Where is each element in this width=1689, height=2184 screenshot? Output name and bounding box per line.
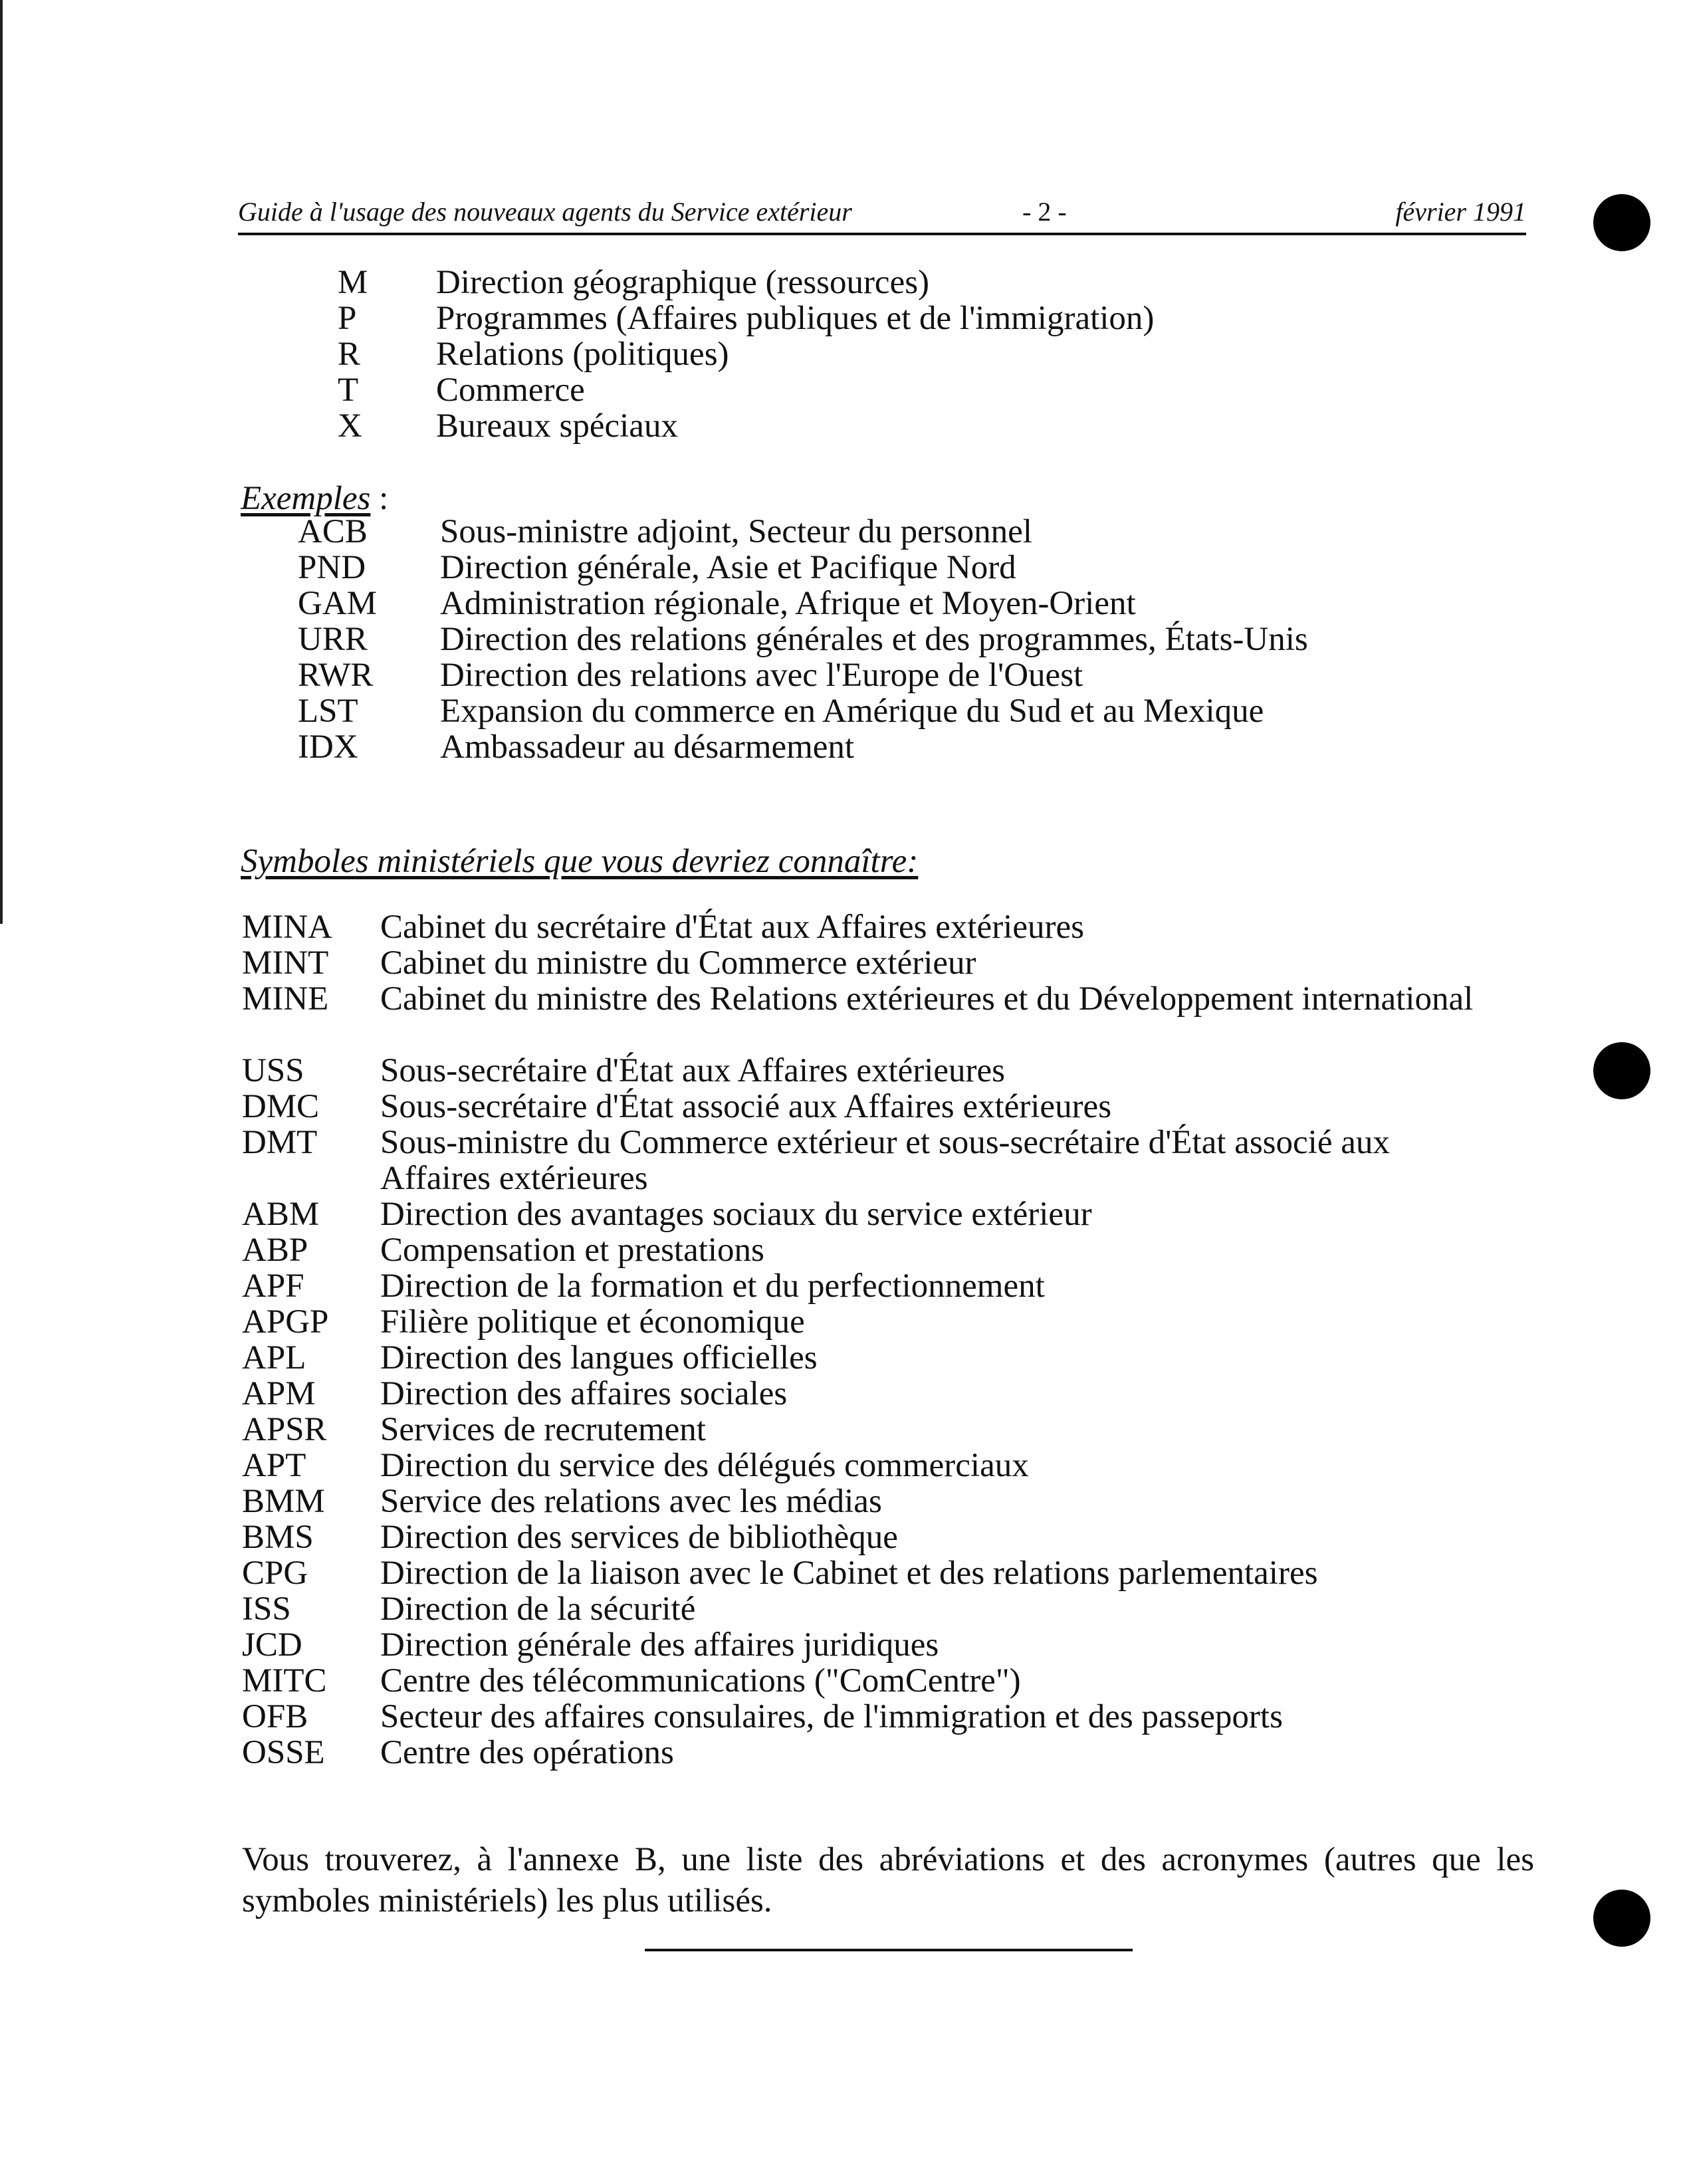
- symbol-description: Direction géographique (ressources): [436, 264, 930, 301]
- symbol-description: Direction de la formation et du perfectionnement: [380, 1267, 1045, 1305]
- symbol-code: R: [338, 336, 361, 373]
- symbol-code: OFB: [242, 1698, 308, 1735]
- symbol-description: Direction des langues officielles: [380, 1339, 818, 1376]
- examples-heading-label: Exemples: [241, 480, 371, 517]
- header-date: février 1991: [1395, 197, 1526, 227]
- symbol-description: Sous-ministre du Commerce extérieur et sous-secrétaire d'État associé aux Affaires extérieures: [380, 1124, 1390, 1197]
- symbol-code: OSSE: [242, 1734, 325, 1771]
- closing-paragraph: Vous trouverez, à l'annexe B, une liste des abréviations et des acronymes (autres que les symboles ministériels) les plus utilisés.: [242, 1841, 1534, 1919]
- symbol-description: Direction des affaires sociales: [380, 1375, 788, 1412]
- symbol-description: Sous-ministre adjoint, Secteur du personnel: [440, 513, 1032, 550]
- symbol-description: Direction des relations avec l'Europe de l'Ouest: [440, 657, 1083, 694]
- symbol-description: Direction des relations générales et des programmes, États-Unis: [440, 621, 1308, 658]
- symbol-code: APT: [242, 1447, 306, 1484]
- symbol-code: GAM: [298, 585, 378, 622]
- symbol-code: ABP: [242, 1232, 308, 1269]
- page-edge: [0, 0, 3, 924]
- examples-heading: [241, 479, 388, 518]
- symbol-description: Centre des télécommunications ("ComCentre"): [380, 1662, 1021, 1699]
- symbol-code: RWR: [298, 657, 374, 694]
- header-title: Guide à l'usage des nouveaux agents du Service extérieur: [238, 197, 852, 227]
- symbol-code: DMT: [242, 1124, 318, 1161]
- symbol-code: ISS: [242, 1590, 291, 1628]
- symbol-description: Administration régionale, Afrique et Moyen-Orient: [440, 585, 1136, 622]
- symbol-description: Centre des opérations: [380, 1734, 674, 1771]
- symbol-code: MINA: [242, 909, 332, 946]
- symbol-description: Direction de la liaison avec le Cabinet et des relations parlementaires: [380, 1555, 1318, 1592]
- symbol-code: APM: [242, 1375, 316, 1412]
- punch-hole: [1593, 1042, 1650, 1099]
- symbol-description: Programmes (Affaires publiques et de l'immigration): [436, 300, 1155, 337]
- symbol-description: Filière politique et économique: [380, 1303, 805, 1341]
- symbol-description: Direction générale des affaires juridiques: [380, 1626, 939, 1664]
- symbol-description: Services de recrutement: [380, 1411, 706, 1448]
- symbol-description: Compensation et prestations: [380, 1232, 764, 1269]
- symbol-code: ABM: [242, 1196, 320, 1233]
- page-number: - 2 -: [1022, 197, 1067, 227]
- symbol-code: APL: [242, 1339, 306, 1376]
- symbol-code: PND: [298, 549, 366, 586]
- symbol-description: Direction générale, Asie et Pacifique Nord: [440, 549, 1016, 586]
- running-header: [238, 191, 1526, 235]
- symbol-code: DMC: [242, 1088, 320, 1125]
- symbol-code: JCD: [242, 1626, 302, 1664]
- symbol-description: Ambassadeur au désarmement: [440, 728, 855, 766]
- symbol-code: APF: [242, 1267, 304, 1305]
- symbol-code: X: [338, 407, 362, 445]
- punch-hole: [1593, 194, 1650, 251]
- symbol-description: Bureaux spéciaux: [436, 407, 678, 445]
- symbol-description: Cabinet du ministre du Commerce extérieur: [380, 944, 976, 982]
- symbol-description: Sous-secrétaire d'État aux Affaires extérieures: [380, 1052, 1006, 1089]
- symbol-code: MINE: [242, 980, 329, 1018]
- symbol-description: Service des relations avec les médias: [380, 1483, 882, 1520]
- symbol-code: MITC: [242, 1662, 327, 1699]
- symbol-code: USS: [242, 1052, 304, 1089]
- symbol-code: BMS: [242, 1519, 314, 1556]
- symbol-code: T: [338, 372, 359, 409]
- symbol-description: Cabinet du secrétaire d'État aux Affaires extérieures: [380, 909, 1084, 946]
- symbol-description: Commerce: [436, 372, 585, 409]
- symbol-code: P: [338, 300, 357, 337]
- symbol-description: Sous-secrétaire d'État associé aux Affaires extérieures: [380, 1088, 1112, 1125]
- symbol-description: Expansion du commerce en Amérique du Sud et au Mexique: [440, 693, 1264, 730]
- symbol-description: Cabinet du ministre des Relations extérieures et du Développement international: [380, 980, 1474, 1018]
- symbol-code: BMM: [242, 1483, 325, 1520]
- examples-heading-colon: :: [370, 480, 389, 517]
- symbols-heading: Symboles ministériels que vous devriez connaître:: [241, 843, 919, 880]
- symbol-description: Secteur des affaires consulaires, de l'immigration et des passeports: [380, 1698, 1283, 1735]
- symbol-description: Direction des services de bibliothèque: [380, 1519, 898, 1556]
- symbol-code: MINT: [242, 944, 329, 982]
- punch-hole: [1593, 1890, 1650, 1947]
- symbol-code: CPG: [242, 1555, 308, 1592]
- symbol-code: ACB: [298, 513, 368, 550]
- symbol-description: Direction de la sécurité: [380, 1590, 696, 1628]
- symbol-code: APSR: [242, 1411, 327, 1448]
- symbol-code: LST: [298, 693, 358, 730]
- symbol-description: Direction des avantages sociaux du service extérieur: [380, 1196, 1092, 1233]
- symbol-description: Relations (politiques): [436, 336, 729, 373]
- symbol-code: M: [338, 264, 368, 301]
- symbol-code: URR: [298, 621, 368, 658]
- symbol-code: APGP: [242, 1303, 329, 1341]
- end-rule: [645, 1949, 1133, 1951]
- symbol-description: Direction du service des délégués commerciaux: [380, 1447, 1029, 1484]
- symbol-code: IDX: [298, 728, 358, 766]
